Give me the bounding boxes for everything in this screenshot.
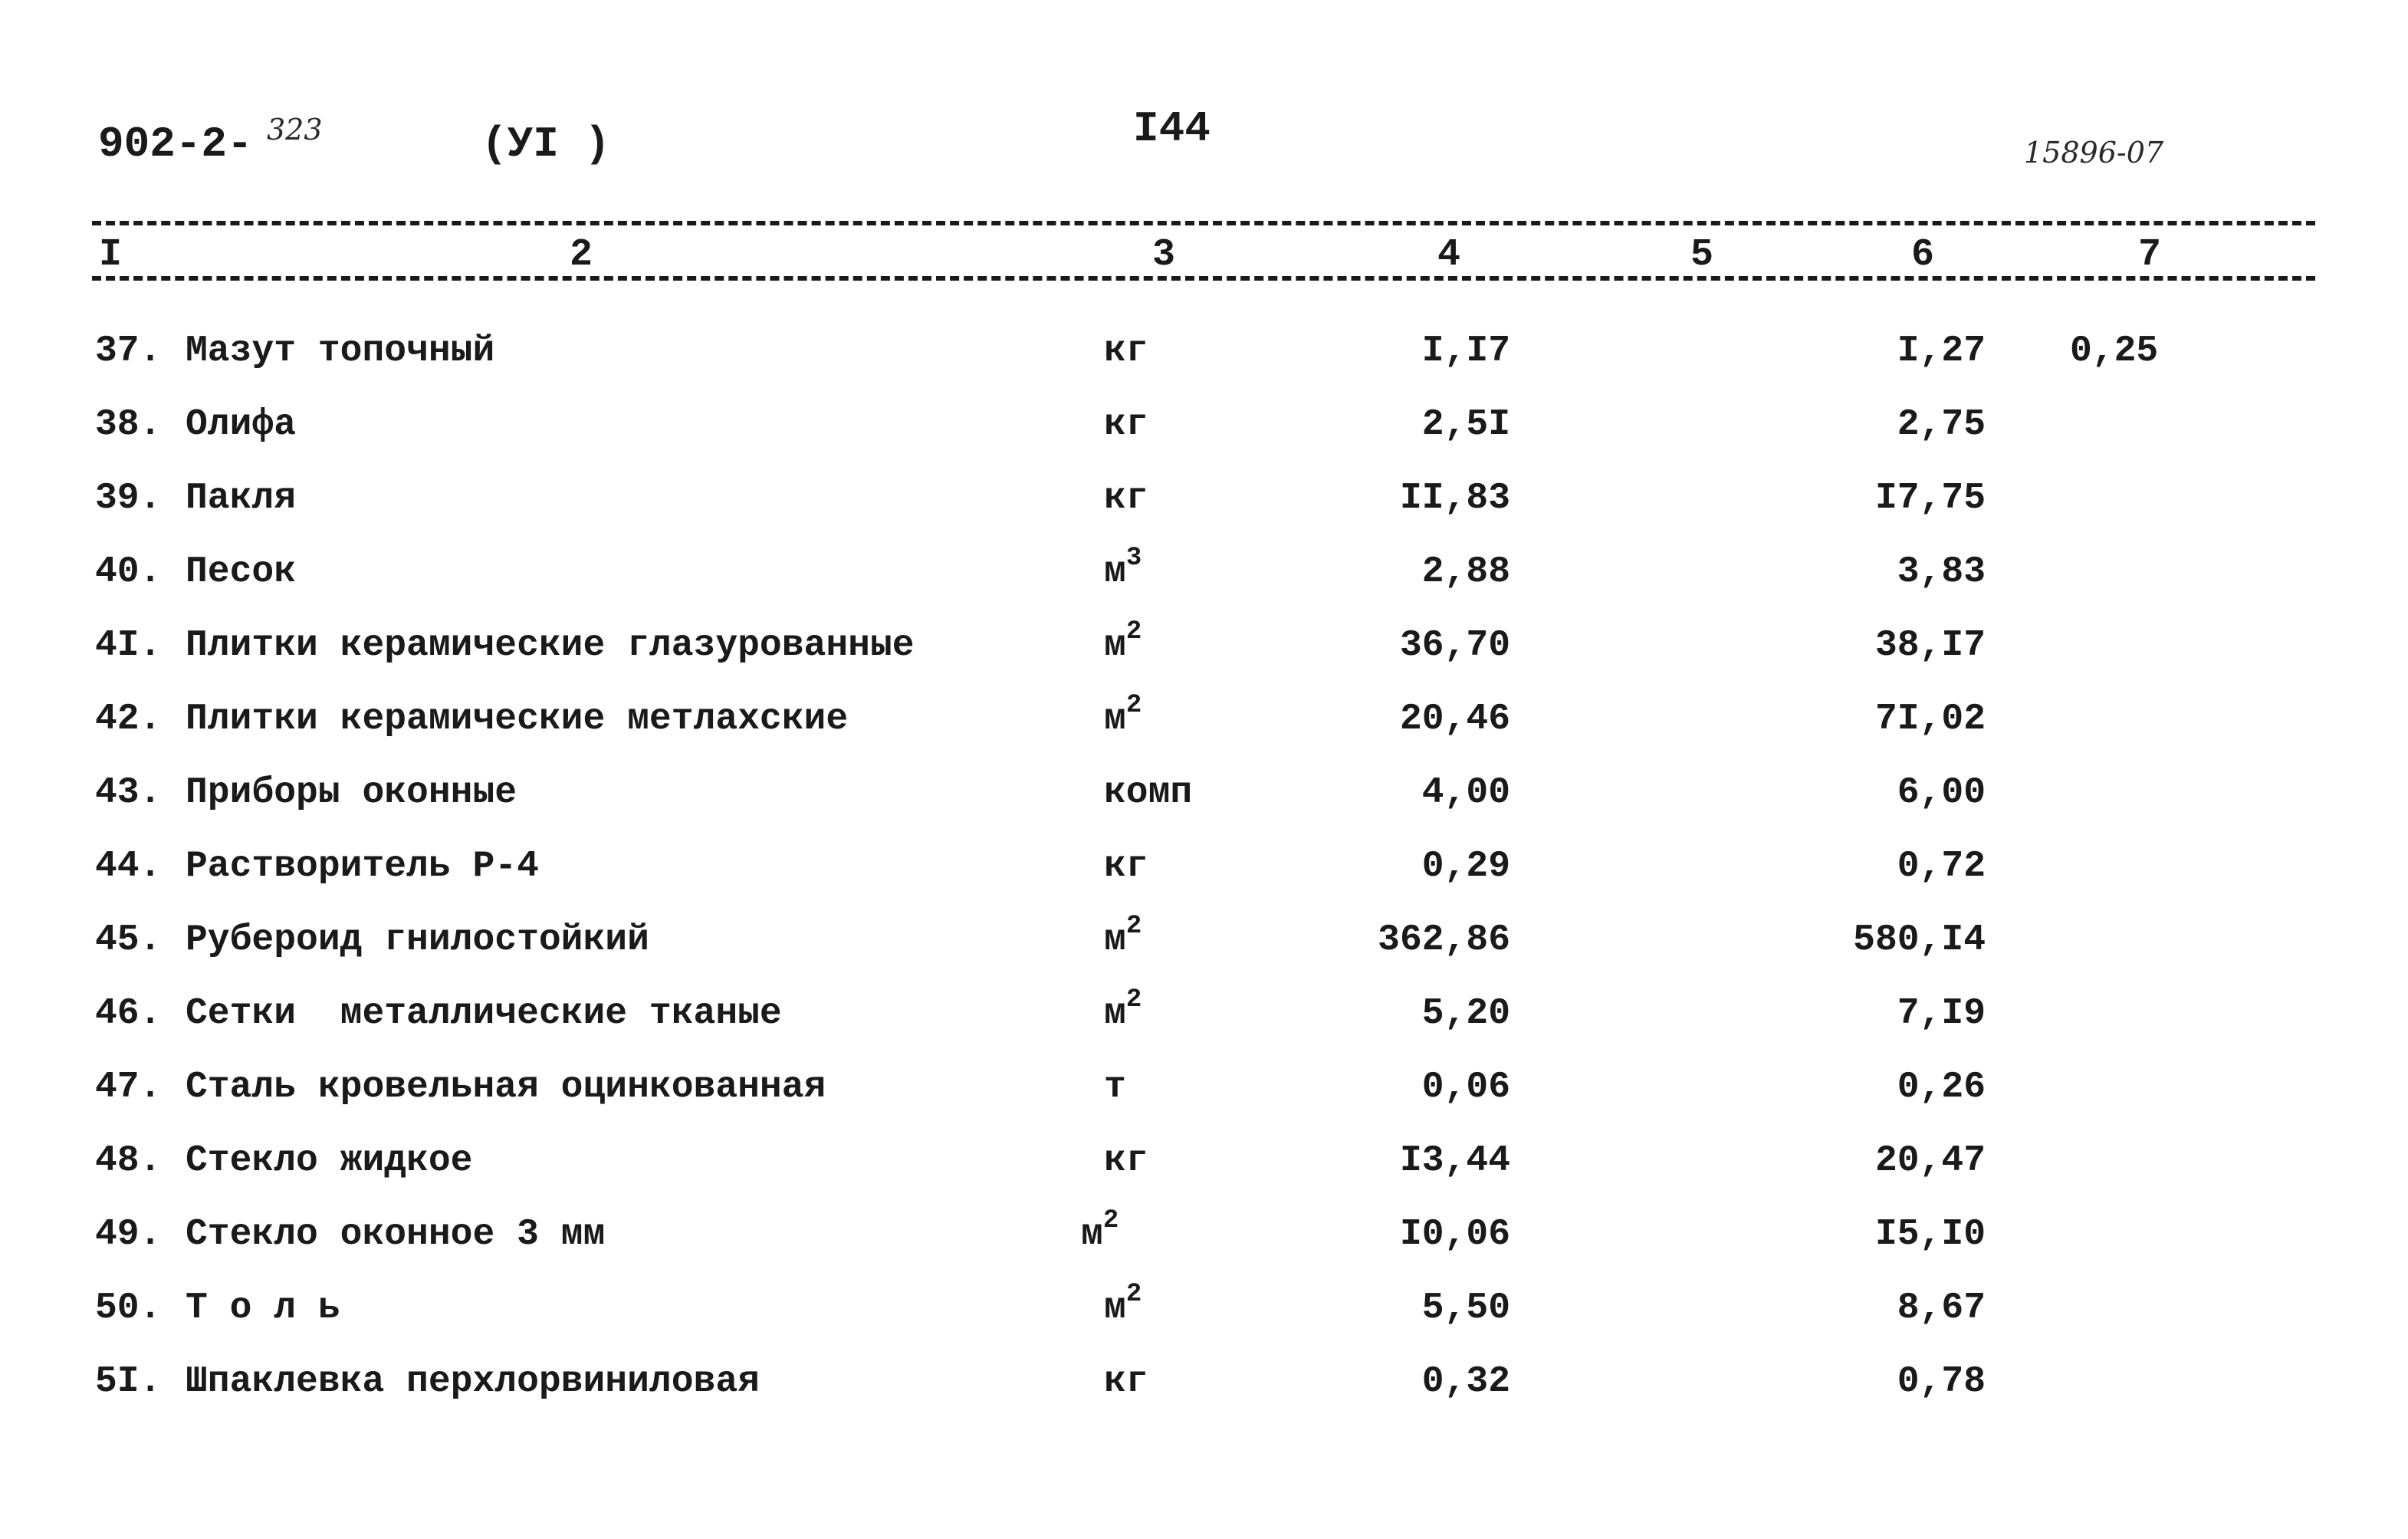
row-number: 49. (95, 1214, 162, 1255)
table-row (0, 756, 2408, 830)
column-number-7: 7 (2137, 233, 2161, 277)
material-name: Сетки металлические тканые (186, 993, 782, 1034)
series-label: (УI ) (481, 120, 611, 169)
value-col-4: 5,50 (1421, 1287, 1510, 1329)
value-col-6: 7,I9 (1897, 993, 1986, 1034)
row-number: 50. (95, 1287, 162, 1329)
value-col-4: 0,06 (1421, 1067, 1510, 1108)
value-col-6: 580,I4 (1853, 919, 1986, 961)
material-name: Сталь кровельная оцинкованная (186, 1067, 826, 1108)
material-name: Плитки керамические метлахские (186, 699, 849, 740)
material-name: Олифа (186, 404, 297, 446)
table-row (0, 1198, 2408, 1271)
value-col-6: 38,I7 (1874, 625, 1986, 666)
column-number-1: I (98, 233, 122, 277)
material-name: Т о л ь (186, 1287, 340, 1329)
table-row (0, 682, 2408, 756)
table-header-rule (92, 276, 2315, 281)
unit: кг (1104, 1140, 1148, 1182)
value-col-7: 0,25 (2070, 330, 2159, 372)
table-row (0, 1051, 2408, 1124)
value-col-6: 7I,02 (1874, 699, 1986, 740)
value-col-4: 20,46 (1399, 699, 1510, 740)
value-col-4: I,I7 (1421, 330, 1510, 372)
value-col-4: 2,5I (1421, 404, 1510, 446)
material-name: Приборы оконные (186, 772, 517, 814)
table-row (0, 535, 2408, 609)
row-number: 43. (95, 772, 162, 814)
unit: т (1104, 1067, 1126, 1108)
value-col-4: 0,32 (1421, 1361, 1510, 1403)
material-name: Шпаклевка перхлорвиниловая (186, 1361, 760, 1403)
value-col-6: I5,I0 (1874, 1214, 1986, 1255)
table-row (0, 609, 2408, 682)
material-name: Плитки керамические глазурованные (186, 625, 915, 666)
value-col-4: II,83 (1399, 478, 1510, 519)
unit: комп (1104, 772, 1193, 814)
unit: $м^2$ (1104, 691, 1142, 740)
row-number: 42. (95, 699, 162, 740)
value-col-6: I,27 (1897, 330, 1986, 372)
table-row (0, 314, 2408, 388)
material-name: Стекло оконное 3 мм (186, 1214, 606, 1255)
value-col-6: 0,72 (1897, 846, 1986, 887)
column-number-3: 3 (1151, 233, 1175, 277)
unit: $м^2$ (1104, 617, 1142, 666)
value-col-6: 6,00 (1897, 772, 1986, 814)
value-col-6: 20,47 (1874, 1140, 1986, 1182)
value-col-4: 0,29 (1421, 846, 1510, 887)
table-row (0, 903, 2408, 977)
value-col-4: I3,44 (1399, 1140, 1510, 1182)
material-name: Песок (186, 551, 297, 593)
table-row (0, 462, 2408, 535)
unit: кг (1104, 1361, 1148, 1403)
value-col-4: 4,00 (1421, 772, 1510, 814)
doc-code: 902-2- (98, 120, 253, 169)
page-number: I44 (1133, 104, 1211, 153)
table-row (0, 388, 2408, 462)
table-row (0, 830, 2408, 903)
column-number-2: 2 (569, 233, 593, 277)
unit: $м^2$ (1104, 985, 1142, 1034)
unit: $м^2$ (1104, 912, 1142, 961)
column-number-6: 6 (1910, 233, 1934, 277)
unit: кг (1104, 846, 1148, 887)
row-number: 39. (95, 478, 162, 519)
value-col-6: 8,67 (1897, 1287, 1986, 1329)
table-row (0, 1345, 2408, 1419)
row-number: 5I. (95, 1361, 162, 1403)
material-name: Стекло жидкое (186, 1140, 473, 1182)
unit: кг (1104, 330, 1148, 372)
row-number: 4I. (95, 625, 162, 666)
unit: кг (1104, 478, 1148, 519)
row-number: 38. (95, 404, 162, 446)
value-col-6: 0,78 (1897, 1361, 1986, 1403)
table-row (0, 1271, 2408, 1345)
archive-number: 15896-07 (2024, 136, 2164, 169)
unit: $м^3$ (1104, 544, 1142, 593)
row-number: 45. (95, 919, 162, 961)
value-col-4: 362,86 (1378, 919, 1510, 961)
row-number: 37. (95, 330, 162, 372)
value-col-4: 5,20 (1421, 993, 1510, 1034)
value-col-6: 2,75 (1897, 404, 1986, 446)
row-number: 44. (95, 846, 162, 887)
value-col-6: 0,26 (1897, 1067, 1986, 1108)
table-row (0, 1124, 2408, 1198)
row-number: 40. (95, 551, 162, 593)
column-number-4: 4 (1437, 233, 1460, 277)
table-row (0, 977, 2408, 1051)
value-col-4: 36,70 (1399, 625, 1510, 666)
row-number: 47. (95, 1067, 162, 1108)
material-name: Мазут топочный (186, 330, 495, 372)
value-col-4: I0,06 (1399, 1214, 1510, 1255)
doc-code-handwritten: 323 (267, 113, 323, 146)
value-col-6: 3,83 (1897, 551, 1986, 593)
material-name: Пакля (186, 478, 297, 519)
material-name: Рубероид гнилостойкий (186, 919, 649, 961)
table-top-rule (92, 221, 2315, 225)
row-number: 46. (95, 993, 162, 1034)
unit: кг (1104, 404, 1148, 446)
value-col-4: 2,88 (1421, 551, 1510, 593)
material-name: Растворитель Р-4 (186, 846, 539, 887)
unit: $м^2$ (1104, 1280, 1142, 1329)
row-number: 48. (95, 1140, 162, 1182)
unit: $м^2$ (1081, 1206, 1119, 1255)
column-number-5: 5 (1690, 233, 1713, 277)
value-col-6: I7,75 (1874, 478, 1986, 519)
